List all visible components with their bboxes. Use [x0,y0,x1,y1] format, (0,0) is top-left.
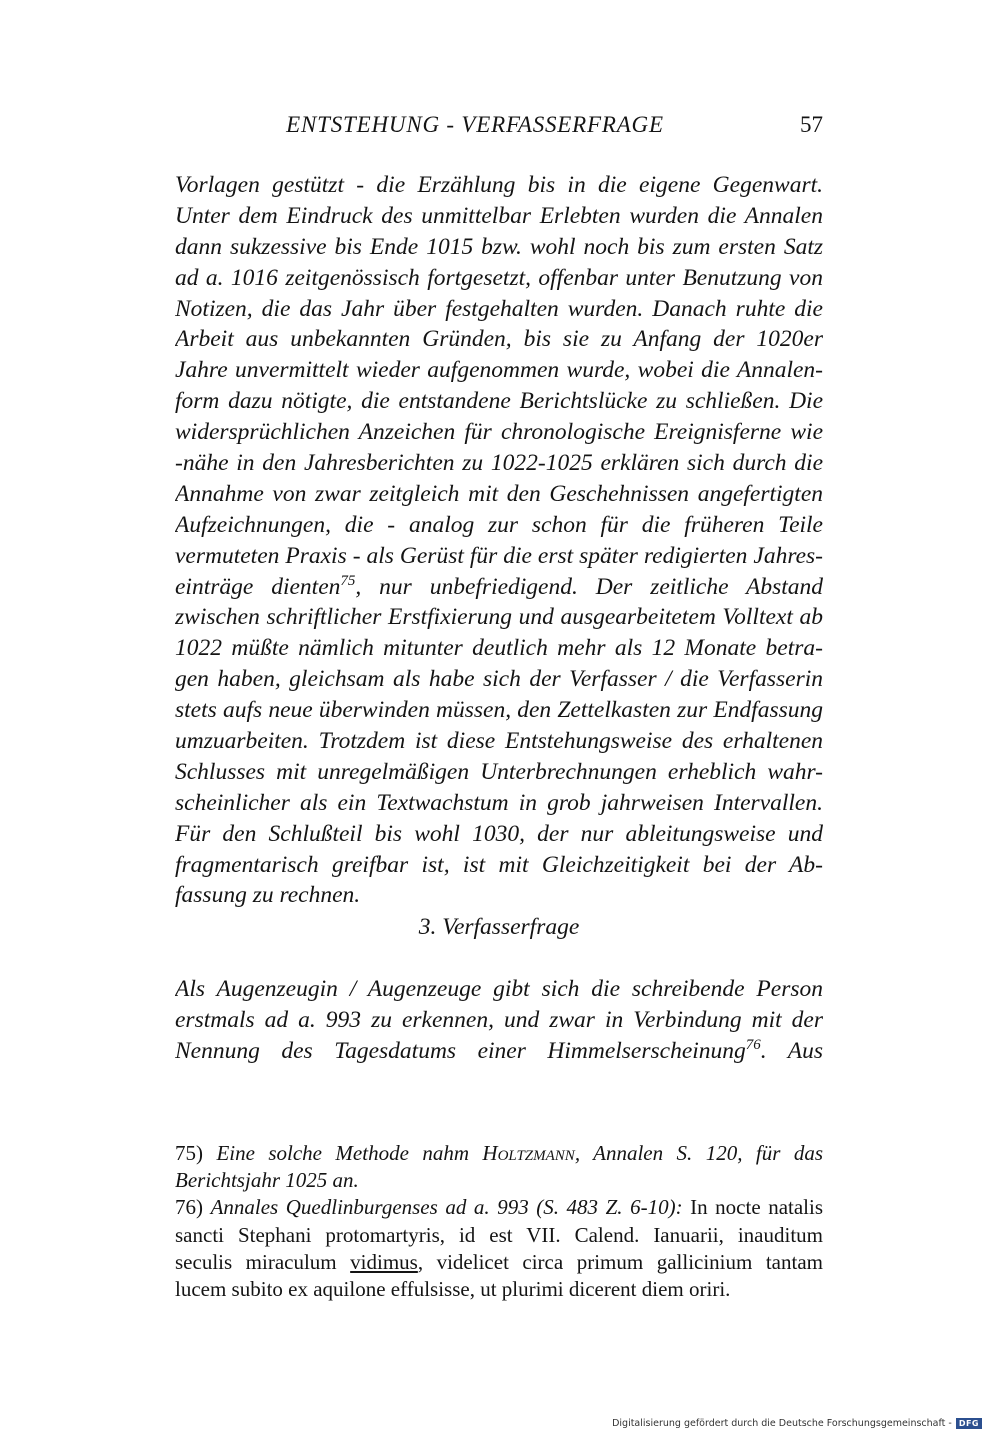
text-line: Arbeit aus unbekannten Gründen, bis sie zu Anfang der 1020er [175,326,823,353]
footnotes [175,1140,823,1303]
footnote-75-line-2: Berichtsjahr 1025 an. [175,1168,359,1193]
paragraph-2 [175,974,823,1067]
text-line: widersprüchlichen Anzeichen für chronologische Ereignisferne wie [175,419,823,446]
text-line: ad a. 1016 zeitgenössisch fortgesetzt, offenbar unter Benutzung von [175,264,823,291]
running-title: ENTSTEHUNG - VERFASSERFRAGE [286,112,664,137]
text-line: Jahre unvermittelt wieder aufgenommen wurde, wobei die Annalen- [175,357,823,384]
footnote-75-line-1: 75) Eine solche Methode nahm Holtzmann, Annalen S. 120, für das [175,1141,823,1165]
author-name: Holtzmann [482,1141,575,1165]
page-number: 57 [800,112,823,137]
text-line: Als Augenzeugin / Augenzeuge gibt sich die schreibende Person [175,976,823,1002]
footnote-76-line-1: 76) Annales Quedlinburgenses ad a. 993 (S. 483 Z. 6-10): In nocte natalis [175,1195,823,1220]
text-line: gen haben, gleichsam als habe sich der Verfasser / die Verfasserin [175,666,823,693]
text-line: fassung zu rechnen. [175,882,361,909]
text-line: -nähe in den Jahresberichten zu 1022-1025 erklären sich durch die [175,450,823,477]
text-line: Für den Schlußteil bis wohl 1030, der nur ableitungsweise und [175,820,823,847]
text-line: 1022 müßte nämlich mitunter deutlich mehr als 12 Monate betra- [175,635,823,662]
text-line: zwischen schriftlicher Erstfixierung und ausgearbeitetem Volltext ab [175,604,823,631]
footnote-76-line-3: seculis miraculum vidimus, videlicet circa primum gallicinium tantam [175,1249,823,1274]
footnote-76-line-2: sancti Stephani protomartyris, id est VII. Calend. Ianuarii, inauditum [175,1222,823,1247]
text-line: Annahme von zwar zeitgleich mit den Geschehnissen angefertigten [175,480,823,507]
text-line: Aufzeichnungen, die - analog zur schon für die früheren Teile [175,511,823,538]
text-line: Schlusses mit unregelmäßigen Unterbrechnungen erheblich wahr- [175,758,823,785]
text-line: fragmentarisch greifbar ist, ist mit Gleichzeitigkeit bei der Ab- [175,851,823,878]
footnote-ref-76: 76 [745,1036,761,1053]
footnote-ref-75: 75 [340,572,356,589]
digitization-credit: Digitalisierung gefördert durch die Deutsche Forschungsgemeinschaft - DFG [612,1418,982,1429]
text-line: scheinlicher als ein Textwachstum in grob jahrweisen Intervallen. [175,789,823,816]
text-line: dann sukzessive bis Ende 1015 bzw. wohl noch bis zum ersten Satz [175,233,823,260]
text-line: erstmals ad a. 993 zu erkennen, und zwar in Verbindung mit der [175,1006,823,1033]
running-header [175,112,823,148]
text-line: Nennung des Tagesdatums einer Himmelserscheinung$^{76}$. Aus [175,1036,823,1064]
text-line: Notizen, die das Jahr über festgehalten wurden. Danach ruhte die [175,295,823,322]
paragraph-1 [175,170,823,911]
footnote-76-line-4: lucem subito ex aquilone effulsisse, ut plurimi dicerent diem oriri. [175,1276,731,1301]
text-line: vermuteten Praxis - als Gerüst für die erst später redigierten Jahres- [175,542,823,569]
text-line: einträge dienten$^{75}$, nur unbefriedigend. Der zeitliche Abstand [175,572,823,600]
text-line: umzuarbeiten. Trotzdem ist diese Entstehungsweise des erhaltenen [175,728,823,755]
text-line: stets aufs neue überwinden müssen, den Zettelkasten zur Endfassung [175,697,823,724]
dfg-logo: DFG [956,1418,982,1429]
section-heading: 3. Verfasserfrage [418,914,580,940]
text-line: Unter dem Eindruck des unmittelbar Erlebten wurden die Annalen [175,202,823,229]
text-line: form dazu nötigte, die entstandene Berichtslücke zu schließen. Die [175,388,823,415]
text-line: Vorlagen gestützt - die Erzählung bis in die eigene Gegenwart. [175,172,823,198]
